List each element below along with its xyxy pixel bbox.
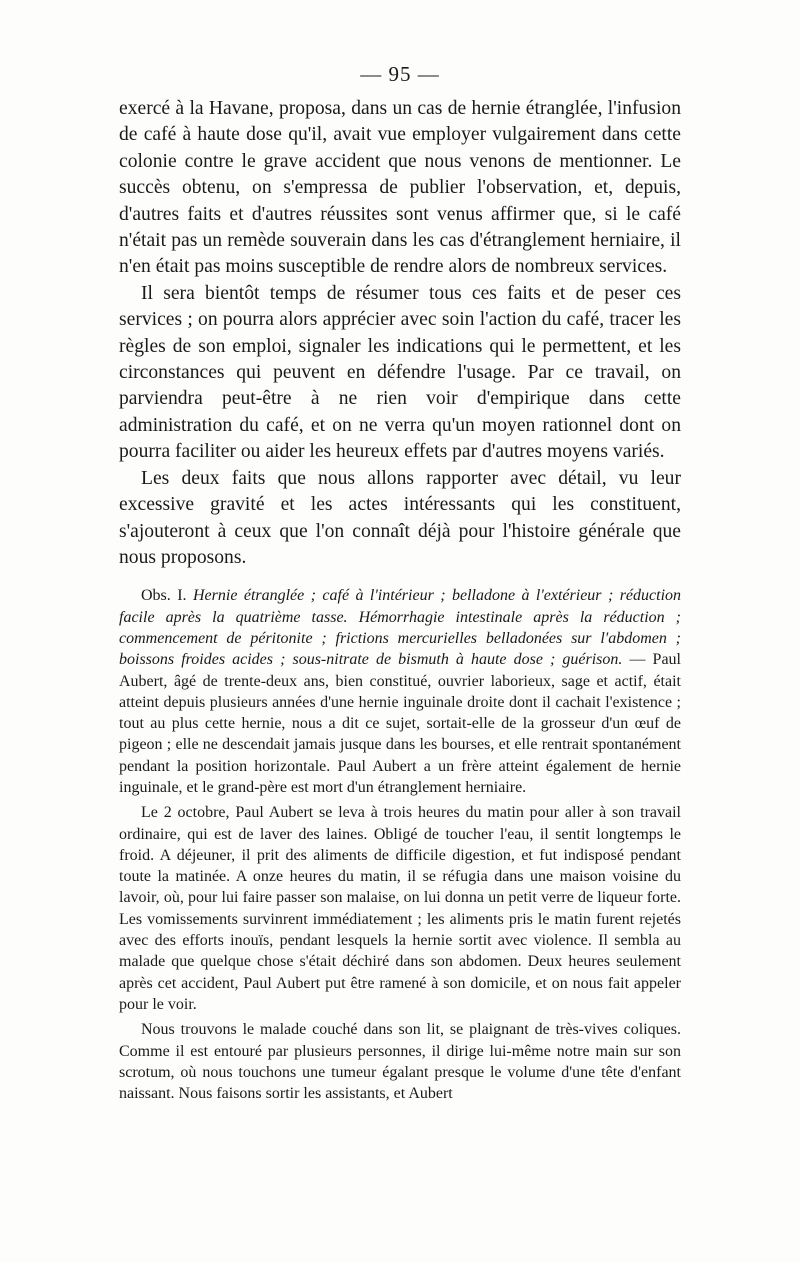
paragraph-summary: Il sera bientôt temps de résumer tous ces faits et de peser ces services ; on pourra alors apprécier avec soin l'action du café, tracer les règles de son emploi, signaler les indications qui le permettent, et les circonstances qui peuvent en défendre l'usage. Par ce travail, on parviendra peut-être à ne rien voir d'empirique dans cette administration du café, et on ne verra qu'un moyen rationnel dont on pourra faciliter ou aider les heureux effets par d'autres moyens variés. <box>119 282 681 463</box>
case-paragraph-exam: Nous trouvons le malade couché dans son lit, se plaignant de très-vives coliques. Comme il est entouré par plusieurs personnes, il dirige lui-même notre main sur son scrotum, où nous touchons une tumeur égalant presque le volume d'une tête d'enfant naissant. Nous faisons sortir les assistants, et Aubert <box>119 1021 681 1103</box>
paragraph-continuation: exercé à la Havane, proposa, dans un cas de hernie étranglée, l'infusion de café à haute dose qu'il, avait vue employer vulgairement dans cette colonie contre le grave accident que nous venons de mentionner. Le succès obtenu, on s'empressa de publier l'observation, et, depuis, d'autres faits et d'autres réussites sont venus affirmer que, si le café n'était pas un remède souverain dans les cas d'étranglement herniaire, il n'en était pas moins susceptible de rendre alors de nombreux services. <box>119 98 681 278</box>
observation-heading <box>119 585 681 798</box>
page-body <box>119 96 681 1104</box>
observation-title: Hernie étranglée ; café à l'intérieur ; belladone à l'extérieur ; réduction facile après la quatrième tasse. Hémorrhagie intestinale après la réduction ; commencement de péritonite ; frictions mercurielles belladonées sur l'abdomen ; boissons froides acides ; sous-nitrate de bismuth à haute dose ; guérison. <box>119 587 682 669</box>
observation-label: Obs. I. <box>141 587 187 605</box>
paragraph-intro-cases: Les deux faits que nous allons rapporter avec détail, vu leur excessive gravité et les actes intéressants qui les constituent, s'ajouteront à ceux que l'on connaît déjà pour l'histoire générale que nous proposons. <box>119 467 681 568</box>
case-paragraph-onset: Le 2 octobre, Paul Aubert se leva à trois heures du matin pour aller à son travail ordinaire, qui est de laver des laines. Obligé de toucher l'eau, il sentit longtemps le froid. A déjeuner, il prit des aliments de difficile digestion, et fut indisposé pendant toute la matinée. A onze heures du matin, il se réfugia dans une maison voisine du lavoir, où, pour lui faire passer son malaise, on lui donna un petit verre de liqueur forte. Les vomissements survinrent immédiatement ; les aliments pris le matin furent rejetés avec des efforts inouïs, pendant lesquels la hernie sortit avec violence. Il sembla au malade que quelque chose s'était déchiré dans son abdomen. Deux heures seulement après cet accident, Paul Aubert put être ramené à son domicile, et on nous fait appeler pour le voir. <box>119 804 681 1013</box>
observation-text: — Paul Aubert, âgé de trente-deux ans, bien constitué, ouvrier laborieux, sage et actif, était atteint depuis plusieurs années d'une hernie inguinale droite dont il cachait l'existence ; tout au plus cette hernie, nous a dit ce sujet, sortait-elle de la grosseur d'un œuf de pigeon ; elle ne descendait jamais jusque dans les bourses, et elle rentrait spontanément pendant la position horizontale. Paul Aubert a un frère atteint également de hernie inguinale, et le grand-père est mort d'un étranglement herniaire. <box>119 651 682 796</box>
page-number: — 95 — <box>360 62 440 86</box>
